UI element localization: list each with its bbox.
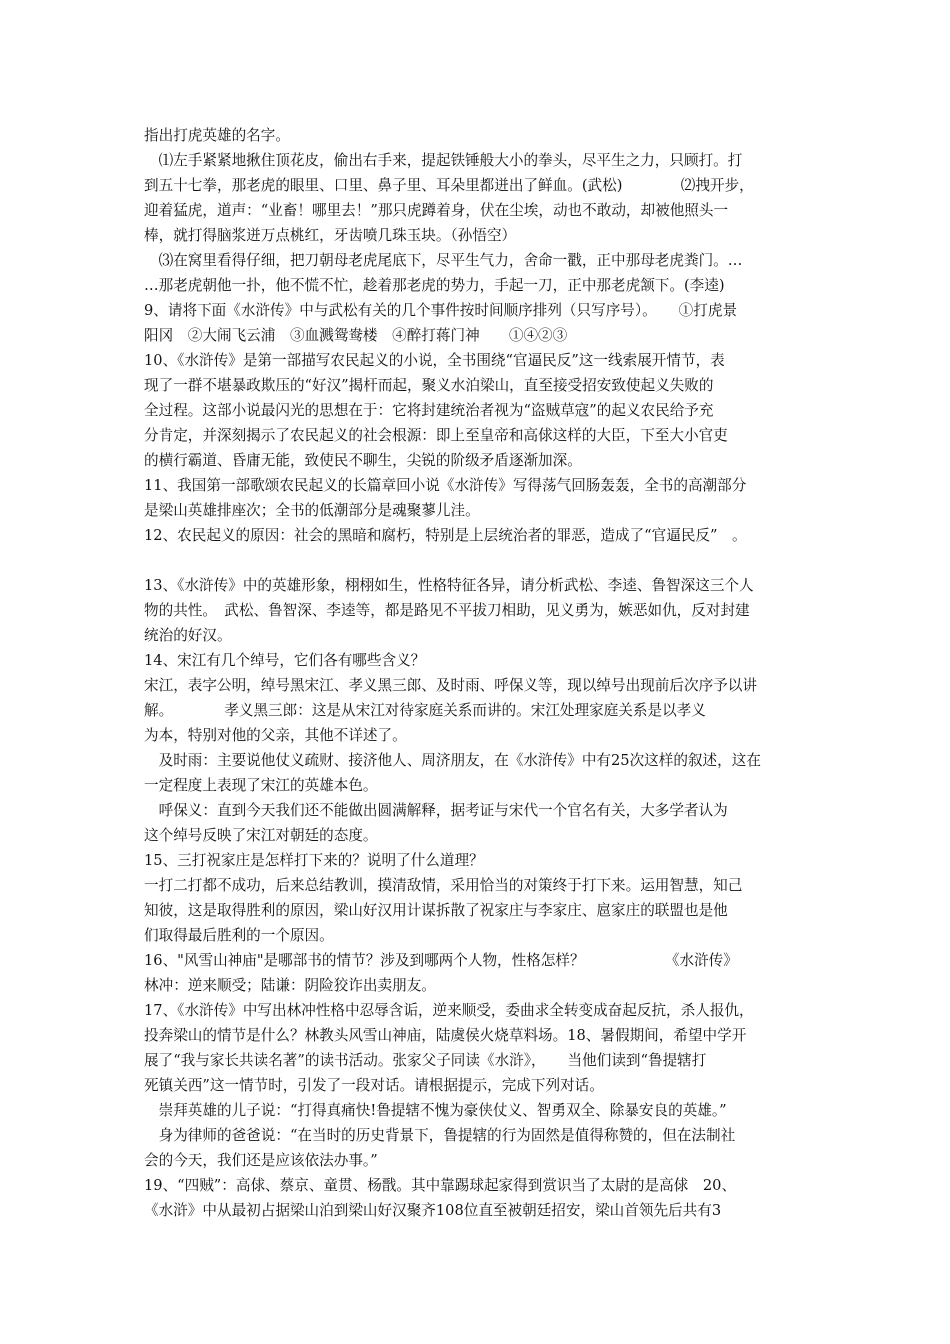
text-line: ⑴左手紧紧地揪住顶花皮，偷出右手来，提起铁锤般大小的拳头，尽平生之力，只顾打。打	[144, 152, 743, 169]
text-line: 阳冈 ②大闹飞云浦 ③血溅鸳鸯楼 ④醉打蒋门神 ①④②③	[144, 327, 568, 344]
text-line: 统治的好汉。	[144, 627, 232, 644]
text-line: 9、请将下面《水浒传》中与武松有关的几个事件按时间顺序排列（只写序号）。 ①打虎景	[144, 302, 738, 319]
text-line: 投奔梁山的情节是什么？林教头风雪山神庙，陆虞侯火烧草料场。18、暑假期间，希望中学开	[144, 1027, 747, 1044]
text-line: 12、农民起义的原因：社会的黑暗和腐朽，特别是上层统治者的罪恶，造成了“官逼民反” 。	[144, 527, 747, 544]
text-line: 的横行霸道、昏庸无能，致使民不聊生，尖锐的阶级矛盾逐渐加深。	[144, 452, 582, 469]
text-line: 13、《水浒传》中的英雄形象，栩栩如生，性格特征各异，请分析武松、李逵、鲁智深这三个人	[144, 577, 754, 594]
text-line: 展了“我与家长共读名著”的读书活动。张家父子同读《水浒》， 当他们读到“鲁提辖打	[144, 1052, 707, 1069]
text-line: 现了一群不堪暴政欺压的“好汉”揭杆而起，聚义水泊梁山，直至接受招安致使起义失败的	[144, 377, 714, 394]
text-line: 死镇关西”这一情节时，引发了一段对话。请根据提示，完成下列对话。	[144, 1077, 604, 1094]
text-line: 17、《水浒传》中写出林冲性格中忍辱含诟，逆来顺受，委曲求全转变成奋起反抗，杀人报仇，	[144, 1002, 754, 1019]
text-line: 知彼，这是取得胜利的原因，梁山好汉用计谋拆散了祝家庄与李家庄、扈家庄的联盟也是他	[144, 902, 728, 919]
text-line: 一打二打都不成功，后来总结教训，摸清敌情，采用恰当的对策终于打下来。运用智慧，知己	[144, 877, 743, 894]
text-line: 身为律师的爸爸说：“在当时的历史背景下，鲁提辖的行为固然是值得称赞的，但在法制社	[144, 1127, 736, 1144]
text-line: 呼保义：直到今天我们还不能做出圆满解释，据考证与宋代一个官名有关，大多学者认为	[144, 802, 728, 819]
text-line: 10、《水浒传》是第一部描写农民起义的小说，全书围绕“官逼民反”这一线索展开情节，表	[144, 352, 725, 369]
text-line: 15、三打祝家庄是怎样打下来的？说明了什么道理？	[144, 852, 484, 869]
text-line: 全过程。这部小说最闪光的思想在于：它将封建统治者视为“盗贼草寇”的起义农民给予充	[144, 402, 714, 419]
text-line: 们取得最后胜利的一个原因。	[144, 927, 334, 944]
text-line: 崇拜英雄的儿子说：“打得真痛快!鲁提辖不愧为豪侠仗义、智勇双全、除暴安良的英雄。”	[144, 1102, 727, 1119]
text-line: 19、“四贼”：高俅、蔡京、童贯、杨戬。其中靠踢球起家得到赏识当了太尉的是高俅 20、	[144, 1177, 737, 1194]
text-line: 到五十七拳，那老虎的眼里、口里、鼻子里、耳朵里都迸出了鲜血。(武松) ⑵拽开步，	[144, 177, 754, 194]
text-line: 迎着猛虎，道声：“业畜！哪里去！”那只虎蹲着身，伏在尘埃，动也不敢动，却被他照头一	[144, 202, 729, 219]
text-line: 这个绰号反映了宋江对朝廷的态度。	[144, 827, 378, 844]
text-line: 11、我国第一部歌颂农民起义的长篇章回小说《水浒传》写得荡气回肠轰轰，全书的高潮部分	[144, 477, 747, 494]
text-line: 分肯定，并深刻揭示了农民起义的社会根源：即上至皇帝和高俅这样的大臣，下至大小官吏	[144, 427, 728, 444]
text-line: 为本，特别对他的父亲，其他不详述了。	[144, 727, 407, 744]
text-line: 14、宋江有几个绰号，它们各有哪些含义？	[144, 652, 426, 669]
text-line: 解。 孝义黑三郎：这是从宋江对待家庭关系而讲的。宋江处理家庭关系是以孝义	[144, 702, 706, 719]
text-line: 物的共性。 武松、鲁智深、李逵等，都是路见不平拔刀相助，见义勇为，嫉恶如仇，反对封建	[144, 602, 750, 619]
text-line: 《水浒》中从最初占据梁山泊到梁山好汉聚齐108位直至被朝廷招安，梁山首领先后共有3	[144, 1202, 722, 1219]
text-line: 16、"风雪山神庙"是哪部书的情节？涉及到哪两个人物，性格怎样？ 《水浒传》	[144, 952, 738, 969]
text-line: 棒，就打得脑浆迸万点桃红，牙齿喷几珠玉块。（孙悟空）	[144, 227, 517, 244]
text-line: 会的今天，我们还是应该依法办事。”	[144, 1152, 378, 1169]
text-line: 是梁山英雄排座次；全书的低潮部分是魂聚蓼儿洼。	[144, 502, 480, 519]
text-line: 宋江，表字公明，绰号黑宋江、孝义黑三郎、及时雨、呼保义等，现以绰号出现前后次序予以讲	[144, 677, 757, 694]
text-line: 林冲：逆来顺受；陆谦：阴险狡诈出卖朋友。	[144, 977, 436, 994]
text-line: …那老虎朝他一扑，他不慌不忙，趁着那老虎的势力，手起一刀，正中那老虎颔下。(李逵)	[144, 277, 725, 294]
text-line: 及时雨：主要说他仗义疏财、接济他人、周济朋友，在《水浒传》中有25次这样的叙述，这在	[144, 752, 761, 769]
text-line: 一定程度上表现了宋江的英雄本色。	[144, 777, 378, 794]
text-line: 指出打虎英雄的名字。	[144, 127, 290, 144]
text-line: ⑶在窝里看得仔细，把刀朝母老虎尾底下，尽平生气力，舍命一戳，正中那母老虎粪门。…	[144, 252, 743, 269]
